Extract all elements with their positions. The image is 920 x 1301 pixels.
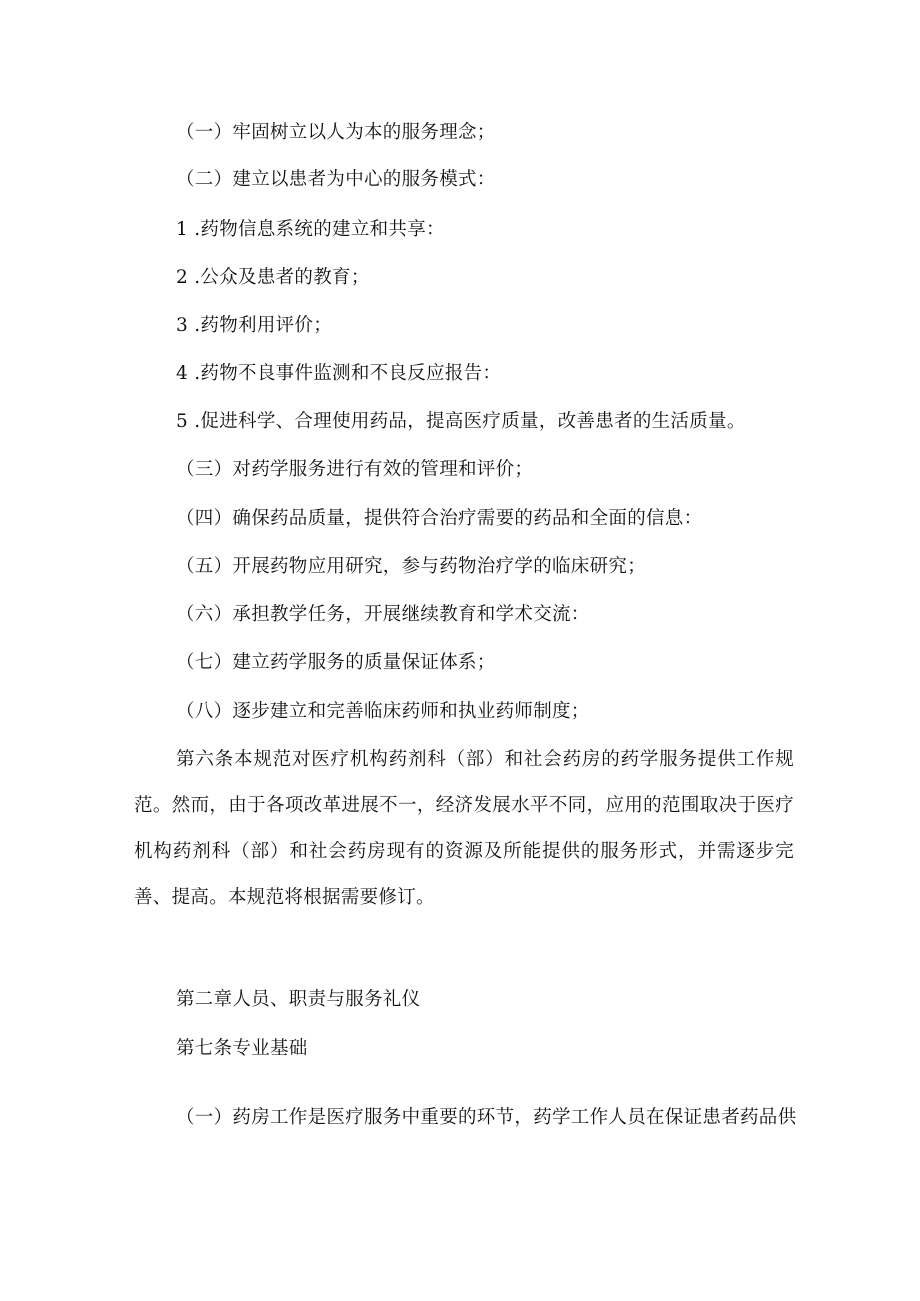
article-7-item-1: （一）药房工作是医疗服务中重要的环节，药学工作人员在保证患者药品供 (176, 1107, 797, 1128)
subitem-3: 3 .药物利用评价； (176, 315, 333, 336)
subitem-4: 4 .药物不良事件监测和不良反应报告： (176, 363, 502, 384)
item-1: （一）牢固树立以人为本的服务理念； (176, 122, 496, 143)
article-6-paragraph: 第六条本规范对医疗机构药剂科（部）和社会药房的药学服务提供工作规范。然而，由于各项改革进展不一，经济发展水平不同，应用的范围取决于医疗机构药剂科（部）和社会药房现有的资源及所能提供的服务形式，并需逐步完善、提高。本规范将根据需要修订。 (134, 749, 794, 908)
item-4: （四）确保药品质量，提供符合治疗需要的药品和全面的信息： (176, 508, 703, 529)
item-3: （三）对药学服务进行有效的管理和评价； (176, 459, 534, 480)
subitem-1: 1 .药物信息系统的建立和共享： (176, 219, 445, 240)
item-2: （二）建立以患者为中心的服务模式： (176, 169, 496, 190)
subitem-5: 5 .促进科学、合理使用药品，提高医疗质量，改善患者的生活质量。 (176, 411, 746, 432)
item-5: （五）开展药物应用研究，参与药物治疗学的临床研究； (176, 556, 647, 577)
item-7: （七）建立药学服务的质量保证体系； (176, 652, 496, 673)
item-6: （六）承担教学任务，开展继续教育和学术交流： (176, 604, 590, 625)
item-8: （八）逐步建立和完善临床药师和执业药师制度； (176, 701, 590, 722)
article-7-title: 第七条专业基础 (176, 1038, 308, 1059)
subitem-2: 2 .公众及患者的教育； (176, 267, 370, 288)
chapter-2-title: 第二章人员、职责与服务礼仪 (176, 989, 421, 1010)
